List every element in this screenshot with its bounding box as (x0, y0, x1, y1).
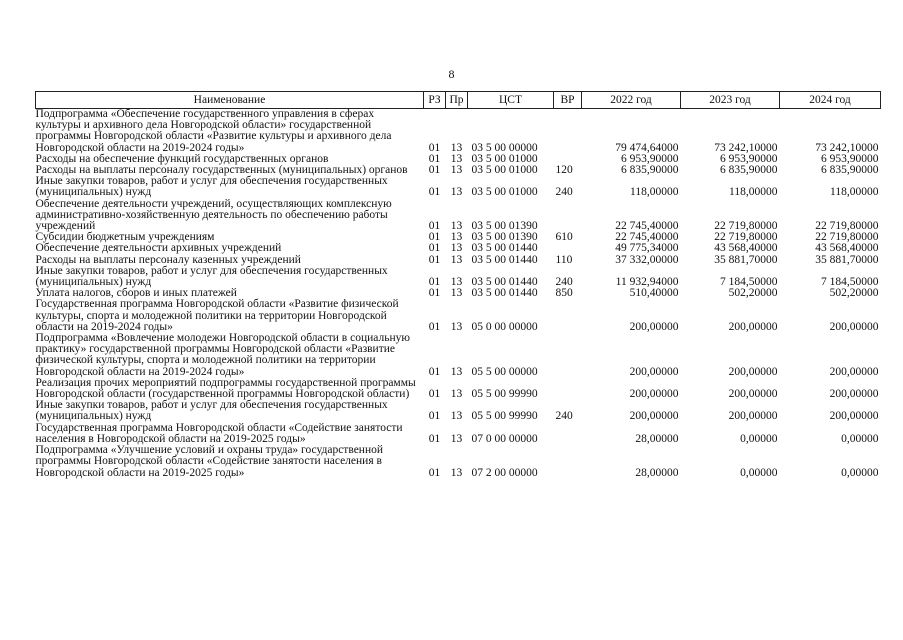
amount-2022: 11 932,94000 (615, 276, 679, 289)
amount-2022: 200,00000 (629, 410, 679, 423)
rz-code: 01 (428, 231, 441, 244)
cst-code: 05 0 00 00000 (471, 320, 538, 333)
column-header-vr: ВР (554, 92, 582, 109)
cst-code: 03 5 00 01440 (471, 287, 538, 300)
pr-code: 13 (450, 253, 463, 266)
rz-code: 01 (428, 141, 441, 154)
table-row (36, 266, 881, 288)
table-row (36, 109, 881, 154)
cst-code: 03 5 00 01440 (471, 276, 538, 289)
item-name: Государственная программа Новгородской области «Содействие занятости населения в Новгородской области на 2019-2025 годы» (35, 421, 403, 445)
pr-code: 13 (450, 287, 463, 300)
pr-code: 13 (450, 276, 463, 289)
cst-code: 03 5 00 00000 (471, 141, 538, 154)
amount-2024: 43 568,40000 (815, 242, 879, 255)
budget-table (35, 91, 881, 479)
amount-2022: 200,00000 (629, 320, 679, 333)
amount-2023: 43 568,40000 (714, 242, 778, 255)
pr-code: 13 (450, 242, 463, 255)
vr-code: 240 (555, 186, 573, 199)
amount-2022: 79 474,64000 (615, 141, 679, 154)
item-name: Иные закупки товаров, работ и услуг для обеспечения государственных (муниципальных) нужд (35, 264, 388, 289)
item-name: Подпрограмма «Улучшение условий и охраны труда» государственной программы Новгородской области «Содействие занятости населения в Новгородской области на 2019-2025 годы» (35, 444, 384, 479)
item-name: Подпрограмма «Вовлечение молодежи Новгородской области в социальную практику» государственной программы Новгородской области «Развитие физической культуры, спорта и молодежной политики на территории Новгородской области на 2019-2024 годы» (35, 332, 410, 378)
rz-code: 01 (428, 152, 441, 165)
rz-code: 01 (428, 253, 441, 266)
item-name: Расходы на выплаты персоналу государственных (муниципальных) органов (35, 164, 408, 177)
pr-code: 13 (450, 320, 463, 333)
cst-code: 03 5 00 01390 (471, 231, 538, 244)
rz-code: 01 (428, 320, 441, 333)
vr-code (554, 243, 582, 254)
pr-code: 13 (450, 410, 463, 423)
cst-code: 03 5 00 01000 (471, 152, 538, 165)
item-name: Расходы на выплаты персоналу казенных учреждений (35, 253, 301, 266)
item-name: Подпрограмма «Обеспечение государственного управления в сферах культуры и архивного дела Новгородской области» государственной программы Новгородской области «Развитие культуры и архивного дела Новгородской области на 2019-2024 годы» (35, 108, 392, 154)
column-header-2022: 2022 год (582, 92, 681, 109)
column-header-2023: 2023 год (681, 92, 780, 109)
amount-2024: 0,00000 (841, 466, 879, 479)
amount-2023: 0,00000 (740, 466, 778, 479)
pr-code: 13 (450, 388, 463, 401)
amount-2022: 6 835,90000 (621, 164, 679, 177)
cst-code: 05 5 00 00000 (471, 365, 538, 378)
cst-code: 07 0 00 00000 (471, 432, 538, 445)
table-row (36, 243, 881, 254)
page-number: 8 (448, 67, 455, 81)
cst-code: 07 2 00 00000 (471, 466, 538, 479)
amount-2023: 6 835,90000 (720, 164, 778, 177)
amount-2023: 502,20000 (728, 287, 778, 300)
pr-code: 13 (450, 186, 463, 199)
column-header-rz: РЗ (424, 92, 446, 109)
vr-code (554, 423, 582, 445)
amount-2022: 22 745,40000 (615, 231, 679, 244)
column-header-pr: Пр (446, 92, 468, 109)
vr-code (554, 333, 582, 378)
rz-code: 01 (428, 287, 441, 300)
amount-2024: 7 184,50000 (821, 276, 879, 289)
amount-2024: 502,20000 (829, 287, 879, 300)
rz-code: 01 (428, 276, 441, 289)
pr-code: 13 (450, 231, 463, 244)
amount-2023: 200,00000 (728, 320, 778, 333)
amount-2024: 73 242,10000 (815, 141, 879, 154)
amount-2023: 35 881,70000 (714, 253, 778, 266)
vr-code (554, 378, 582, 400)
table-row (36, 176, 881, 198)
amount-2023: 118,00000 (729, 186, 778, 199)
column-header-2024: 2024 год (780, 92, 881, 109)
item-name: Реализация прочих мероприятий подпрограммы государственной программы Новгородской области (государственной программы Новгородской области) (35, 376, 416, 401)
amount-2023: 200,00000 (728, 365, 778, 378)
rz-code: 01 (428, 164, 441, 177)
vr-code (554, 299, 582, 333)
amount-2023: 0,00000 (740, 432, 778, 445)
amount-2024: 22 719,80000 (815, 220, 879, 233)
vr-code (554, 109, 582, 154)
rz-code: 01 (428, 432, 441, 445)
amount-2022: 28,00000 (635, 466, 679, 479)
amount-2024: 35 881,70000 (815, 253, 879, 266)
vr-code (554, 445, 582, 479)
vr-code: 610 (555, 231, 573, 244)
cst-code: 05 5 00 99990 (471, 410, 538, 423)
amount-2022: 118,00000 (630, 186, 679, 199)
amount-2022: 6 953,90000 (621, 152, 679, 165)
rz-code: 01 (428, 410, 441, 423)
pr-code: 13 (450, 152, 463, 165)
amount-2023: 6 953,90000 (720, 152, 778, 165)
table-row (36, 299, 881, 333)
amount-2023: 73 242,10000 (714, 141, 778, 154)
table-row (36, 445, 881, 479)
rz-code: 01 (428, 365, 441, 378)
amount-2022: 37 332,00000 (615, 253, 679, 266)
amount-2023: 22 719,80000 (714, 231, 778, 244)
amount-2023: 7 184,50000 (720, 276, 778, 289)
pr-code: 13 (450, 220, 463, 233)
amount-2024: 6 835,90000 (821, 164, 879, 177)
vr-code: 850 (555, 287, 573, 300)
amount-2022: 510,40000 (629, 287, 679, 300)
pr-code: 13 (450, 365, 463, 378)
amount-2022: 200,00000 (629, 388, 679, 401)
item-name: Субсидии бюджетным учреждениям (35, 231, 215, 244)
table-row (36, 400, 881, 422)
vr-code: 240 (555, 410, 573, 423)
pr-code: 13 (450, 141, 463, 154)
item-name: Государственная программа Новгородской области «Развитие физической культуры, спорта и молодежной политики на территории Новгородской области на 2019-2024 годы» (35, 298, 399, 333)
amount-2022: 200,00000 (629, 365, 679, 378)
amount-2024: 22 719,80000 (815, 231, 879, 244)
cst-code: 03 5 00 01390 (471, 220, 538, 233)
amount-2024: 200,00000 (829, 365, 879, 378)
item-name: Иные закупки товаров, работ и услуг для обеспечения государственных (муниципальных) нужд (35, 399, 388, 423)
amount-2022: 22 745,40000 (615, 220, 679, 233)
rz-code: 01 (428, 242, 441, 255)
amount-2023: 200,00000 (728, 388, 778, 401)
vr-code: 110 (555, 253, 573, 266)
item-name: Обеспечение деятельности учреждений, осуществляющих комплексную административно-хозяйственную деятельность по обеспечению работы учреждений (35, 197, 392, 233)
table-body (36, 109, 881, 479)
amount-2023: 22 719,80000 (714, 220, 778, 233)
amount-2024: 200,00000 (829, 410, 879, 423)
cst-code: 03 5 00 01000 (471, 164, 538, 177)
amount-2024: 6 953,90000 (821, 152, 879, 165)
table-row (36, 423, 881, 445)
cst-code: 03 5 00 01000 (471, 186, 538, 199)
rz-code: 01 (428, 186, 441, 199)
item-name: Обеспечение деятельности архивных учреждений (35, 242, 282, 255)
table-row (36, 199, 881, 233)
amount-2022: 49 775,34000 (615, 242, 679, 255)
pr-code: 13 (450, 432, 463, 445)
amount-2024: 200,00000 (829, 320, 879, 333)
pr-code: 13 (450, 164, 463, 177)
amount-2023: 200,00000 (728, 410, 778, 423)
pr-code: 13 (450, 466, 463, 479)
cst-code: 05 5 00 99990 (471, 388, 538, 401)
amount-2024: 200,00000 (829, 388, 879, 401)
table-row (36, 378, 881, 400)
vr-code (554, 199, 582, 233)
item-name: Иные закупки товаров, работ и услуг для обеспечения государственных (муниципальных) нужд (35, 175, 388, 199)
vr-code: 120 (555, 164, 573, 177)
rz-code: 01 (428, 466, 441, 479)
amount-2024: 118,00000 (830, 186, 879, 199)
vr-code: 240 (555, 276, 573, 289)
rz-code: 01 (428, 388, 441, 401)
column-header-cst: ЦСТ (468, 92, 554, 109)
cst-code: 03 5 00 01440 (471, 253, 538, 266)
rz-code: 01 (428, 220, 441, 233)
amount-2024: 0,00000 (841, 432, 879, 445)
table-header-row (36, 92, 881, 109)
amount-2022: 28,00000 (635, 432, 679, 445)
item-name: Расходы на обеспечение функций государственных органов (35, 152, 329, 165)
table-row (36, 333, 881, 378)
item-name: Уплата налогов, сборов и иных платежей (35, 287, 237, 300)
cst-code: 03 5 00 01440 (471, 242, 538, 255)
column-header-name: Наименование (36, 92, 424, 109)
